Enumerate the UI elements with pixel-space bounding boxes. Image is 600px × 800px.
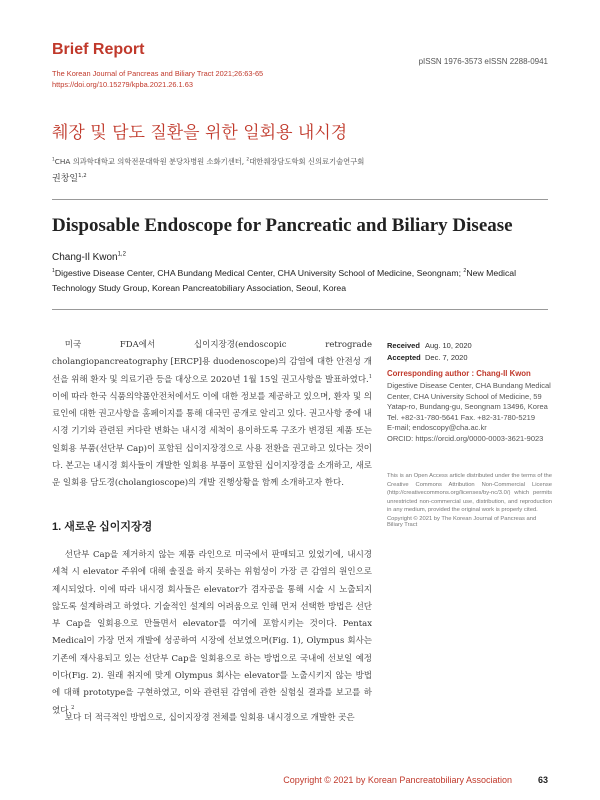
- article-dates: [387, 340, 552, 364]
- korean-affiliations: [52, 157, 364, 167]
- ref-sup: 2: [71, 704, 75, 711]
- korean-aff-2: 대한췌장담도학회 신의료기술연구회: [249, 157, 365, 166]
- footer-copyright: Copyright © 2021 by Korean Pancreatobiliary Association: [283, 775, 512, 785]
- accepted-date: Dec. 7, 2020: [425, 353, 468, 362]
- corresponding-author-details: [387, 381, 552, 444]
- aff-sup: 1: [52, 157, 55, 163]
- corr-line-email[interactable]: E-mail; endoscopy@cha.ac.kr: [387, 423, 487, 432]
- doi-link[interactable]: https://doi.org/10.15279/kpba.2021.26.1.63: [52, 80, 193, 89]
- journal-citation: The Korean Journal of Pancreas and Biliary Tract 2021;26:63-65: [52, 69, 264, 78]
- corr-line: Digestive Disease Center, CHA Bundang Medical: [387, 381, 551, 390]
- sidebar-copyright: Copyright © 2021 by The Korean Journal of Pancreas and Biliary Tract: [387, 516, 537, 528]
- corr-line-orcid[interactable]: ORCID: https://orcid.org/0000-0003-3621-9023: [387, 433, 544, 443]
- page-number: 63: [537, 775, 548, 785]
- corr-line-phone: Tel. +82-31-780-5641 Fax. +82-31-780-5219: [387, 412, 536, 422]
- author-sup: 1,2: [117, 251, 126, 258]
- corresponding-author-heading: Corresponding author : Chang-Il Kwon: [387, 369, 531, 378]
- english-title: Disposable Endoscope for Pancreatic and Biliary Disease: [52, 215, 513, 236]
- korean-title: 췌장 및 담도 질환을 위한 일회용 내시경: [52, 123, 348, 143]
- english-aff-1: Digestive Disease Center, CHA Bundang Medical Center, CHA University School of Medicine, Seongnam;: [54, 268, 464, 278]
- divider: [52, 309, 548, 310]
- p1-text-a: 미국 FDA에서 십이지장경(endoscopic retrograde cholangiopancreatography [ERCP]용 duodenoscope)의 감염에 대한 안전성 개선을 위해 환자 및 의료기관 등을 대상으로 2020년 1월 15일 권고사항을 발표하였다.: [52, 340, 372, 385]
- body-paragraph-2: [52, 547, 372, 720]
- p2-text: 선단부 Cap을 제거하지 않는 제품 라인으로 미국에서 판매되고 있었기에, 내시경 세척 시 elevator 주위에 대해 솔질을 하지 못하는 위험성이 가장 큰 감염의 원인으로 제시되었다. 이에 따라 내시경 회사들은 elevator가 겸자공을 통해 시술 시 노출되지 않도록 설계하려고 하였다. 기술적인 설계의 어려움으로 인해 먼저 선택한 방법은 선단부 Cap을 일회용으로 만들면서 elevator를 여기에 포함시키는 것이다. Pentax Medical이 가장 먼저 개발에 성공하여 시장에 선보였으며(Fig. 1), Olympus 회사는 기존에 재사용되고 있는 선단부 Cap을 일회용으로 하는 방법으로 국내에 선보일 예정이다(Fig. 2). 원래 취지에 맞게 Olympus 회사는 elevator를 노출시키지 않는 방법에 대해 prototype을 구현하였고, 이와 관련된 감염에 관한 실험실 결과를 보고를 하였다.: [52, 550, 372, 716]
- aff-sup: 2: [246, 157, 250, 163]
- korean-aff-1: CHA 의과학대학교 의학전문대학원 분당차병원 소화기센터,: [54, 157, 247, 166]
- brief-report-label: Brief Report: [52, 41, 145, 58]
- corr-line: Yatap-ro, Bundang-gu, Seongnam 13496, Korea: [387, 402, 548, 411]
- body-paragraph-3: 보다 더 적극적인 방법으로, 십이지장경 전체를 일회용 내시경으로 개발한 곳은: [64, 713, 355, 723]
- accepted-row: [387, 352, 552, 364]
- ref-sup: 1: [368, 373, 372, 380]
- section-heading: 1. 새로운 십이지장경: [52, 521, 153, 533]
- accepted-label: Accepted: [387, 353, 421, 362]
- author-sup: 1,2: [78, 173, 87, 179]
- english-author: [52, 252, 126, 263]
- english-affiliations: [52, 266, 548, 295]
- received-row: [387, 340, 552, 352]
- english-author-name: Chang-Il Kwon: [52, 252, 118, 263]
- open-access-notice: This is an Open Access article distributed under the terms of the Creative Commons Attribution Non-Commercial License (http://creativecommons.org/licenses/by-nc/3.0/) which permits unrestricted non-commercial use, distribution, and reproduction in any medium, provided the original work is properly cited.: [387, 473, 552, 513]
- korean-author-name: 권창일: [52, 174, 79, 184]
- divider: [52, 199, 548, 200]
- aff-sup: 2: [463, 268, 467, 275]
- received-label: Received: [387, 341, 420, 350]
- received-date: Aug. 10, 2020: [425, 341, 472, 350]
- issn-info: pISSN 1976-3573 eISSN 2288-0941: [418, 57, 548, 66]
- p1-text-b: 이에 따라 한국 식품의약품안전처에서도 이에 대한 정보를 제공하고 있으며, 환자 및 의료인에 대한 권고사항을 홈페이지를 통해 대국민 공개로 알리고 있다. 권고사항 중에 내시경 기기와 관련된 커다란 변화는 내시경 세척이 용이하도록 구조가 변경된 제품 또는 일회용 부품(선단부 Cap)이 포함된 십이지장경으로 사용 전환을 권고하고 있다는 것이다. 본고는 내시경 회사들이 개발한 일회용 부품이 포함된 십이지장경을 소개하고, 새로운 일회용 담도경(cholangioscope)의 개발 진행상황을 함께 소개하고자 한다.: [52, 391, 372, 489]
- corr-line: Center, CHA University School of Medicine, 59: [387, 391, 542, 401]
- korean-author: [52, 171, 87, 184]
- aff-sup: 1: [52, 268, 55, 275]
- body-paragraph-1: [52, 337, 372, 493]
- english-aff-2: New Medical Technology Study Group, Korean Pancreatobiliary Association, Seoul, Korea: [52, 268, 517, 293]
